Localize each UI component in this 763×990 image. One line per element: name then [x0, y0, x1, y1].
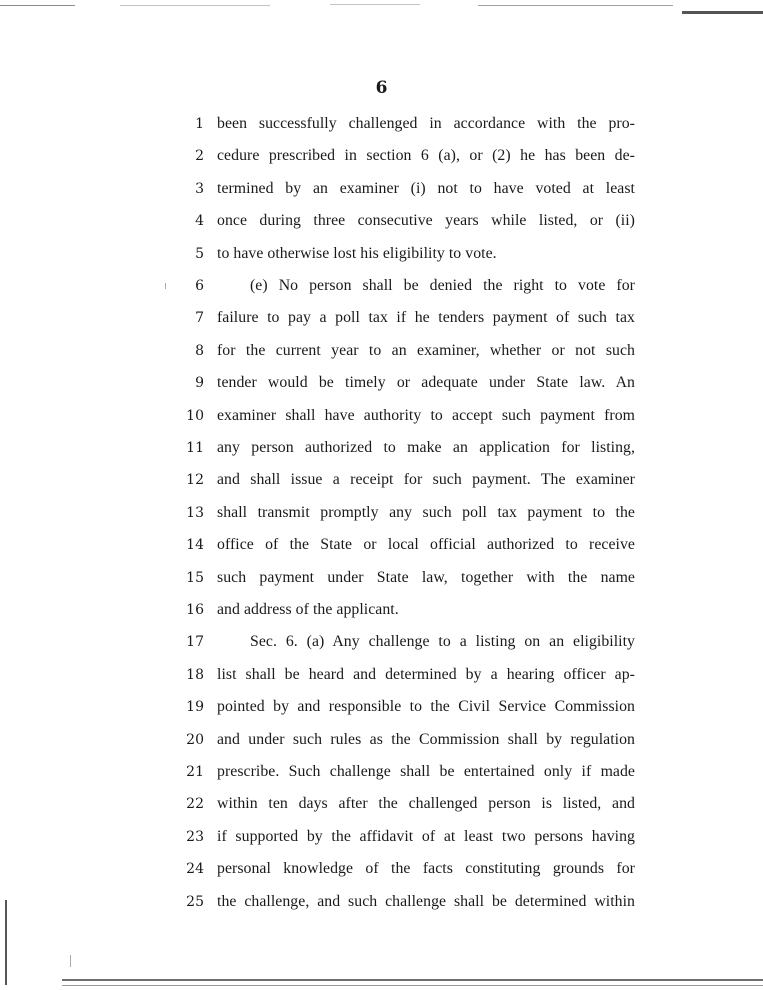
- line-number: 22: [186, 796, 204, 813]
- line-number: 18: [186, 666, 204, 683]
- line-text: within ten days after the challenged person is listed, and: [217, 795, 635, 813]
- text-line: [0, 464, 763, 496]
- line-text: shall transmit promptly any such poll tax payment to the: [217, 503, 635, 521]
- bottom-rule: [62, 985, 763, 986]
- line-text: the challenge, and such challenge shall be determined within: [217, 892, 635, 910]
- line-number: 4: [195, 213, 204, 230]
- line-text: to have otherwise lost his eligibility to vote.: [217, 244, 497, 262]
- line-text: (e) No person shall be denied the right to vote for: [250, 277, 635, 294]
- line-number: 25: [186, 893, 204, 910]
- line-text: Sec. 6. (a) Any challenge to a listing on an eligibility: [250, 633, 635, 651]
- text-line: [0, 432, 763, 464]
- line-text: been successfully challenged in accordance with the pro-: [217, 115, 635, 132]
- line-number: 12: [186, 472, 204, 489]
- text-line: [0, 108, 763, 140]
- scan-speck: [165, 283, 166, 289]
- line-text: pointed by and responsible to the Civil Service Commission: [217, 698, 635, 716]
- scan-edge-line: [682, 11, 763, 14]
- text-line: [0, 497, 763, 529]
- text-line: [0, 724, 763, 756]
- text-line: [0, 335, 763, 367]
- line-text: and shall issue a receipt for such payment. The examiner: [217, 471, 635, 489]
- line-text: and address of the applicant.: [217, 601, 399, 618]
- line-number: 15: [186, 569, 204, 586]
- line-number: 6: [195, 278, 204, 294]
- scan-edge-line: [478, 5, 673, 6]
- line-text: office of the State or local official authorized to receive: [217, 536, 635, 554]
- line-number: 11: [186, 440, 204, 456]
- text-line: [0, 691, 763, 723]
- text-line: [0, 853, 763, 885]
- line-number: 23: [186, 828, 204, 845]
- line-text: and under such rules as the Commission shall by regulation: [217, 730, 635, 748]
- line-number: 8: [195, 342, 204, 359]
- bottom-rule: [62, 979, 763, 981]
- line-text: once during three consecutive years while listed, or (ii): [217, 212, 635, 230]
- line-number: 3: [195, 180, 204, 197]
- text-line: [0, 238, 763, 270]
- line-text: examiner shall have authority to accept such payment from: [217, 406, 635, 424]
- line-number: 20: [186, 731, 204, 748]
- line-text: cedure prescribed in section 6 (a), or (2) he has been de-: [217, 147, 635, 165]
- line-number: 19: [186, 699, 204, 716]
- text-line: [0, 562, 763, 594]
- text-line: [0, 140, 763, 172]
- text-line: [0, 205, 763, 237]
- line-number: 16: [186, 602, 204, 618]
- line-number: 7: [195, 310, 204, 327]
- margin-bracket-mark: [5, 900, 7, 985]
- scan-edge-line: [120, 5, 270, 6]
- scan-edge-line: [0, 5, 75, 6]
- line-text: personal knowledge of the facts constituting grounds for: [217, 860, 635, 878]
- text-line: [0, 173, 763, 205]
- scan-bottom-edge: [0, 975, 763, 990]
- line-text: any person authorized to make an application for listing,: [217, 439, 635, 456]
- line-text: such payment under State law, together with the name: [217, 568, 635, 586]
- text-line: [0, 594, 763, 626]
- line-number: 9: [195, 375, 204, 392]
- text-line: [0, 270, 763, 302]
- line-text: for the current year to an examiner, whether or not such: [217, 341, 635, 359]
- text-line: [0, 367, 763, 399]
- scan-edge-line: [330, 4, 420, 5]
- scan-speck: [70, 955, 71, 967]
- text-line: [0, 821, 763, 853]
- line-number: 2: [195, 148, 204, 165]
- line-number: 17: [186, 634, 204, 651]
- scan-top-edge: [0, 3, 763, 15]
- line-text: failure to pay a poll tax if he tenders payment of such tax: [217, 309, 635, 327]
- line-text: if supported by the affidavit of at least two persons having: [217, 827, 635, 845]
- page-number: 6: [375, 78, 388, 98]
- line-number: 14: [186, 537, 204, 554]
- text-line: [0, 886, 763, 918]
- text-line: [0, 626, 763, 658]
- line-number: 21: [186, 764, 204, 780]
- line-text: termined by an examiner (i) not to have voted at least: [217, 179, 635, 197]
- text-line: [0, 756, 763, 788]
- line-text: tender would be timely or adequate under State law. An: [217, 374, 635, 392]
- line-number: 1: [195, 116, 204, 132]
- line-number: 13: [186, 504, 204, 521]
- text-line: [0, 659, 763, 691]
- line-number: 5: [195, 245, 204, 262]
- text-line: [0, 302, 763, 334]
- line-text: list shall be heard and determined by a hearing officer ap-: [217, 665, 635, 683]
- line-text: prescribe. Such challenge shall be entertained only if made: [217, 763, 635, 780]
- text-line: [0, 788, 763, 820]
- text-line: [0, 529, 763, 561]
- line-number: 10: [186, 407, 204, 424]
- text-line: [0, 400, 763, 432]
- line-number: 24: [186, 861, 204, 878]
